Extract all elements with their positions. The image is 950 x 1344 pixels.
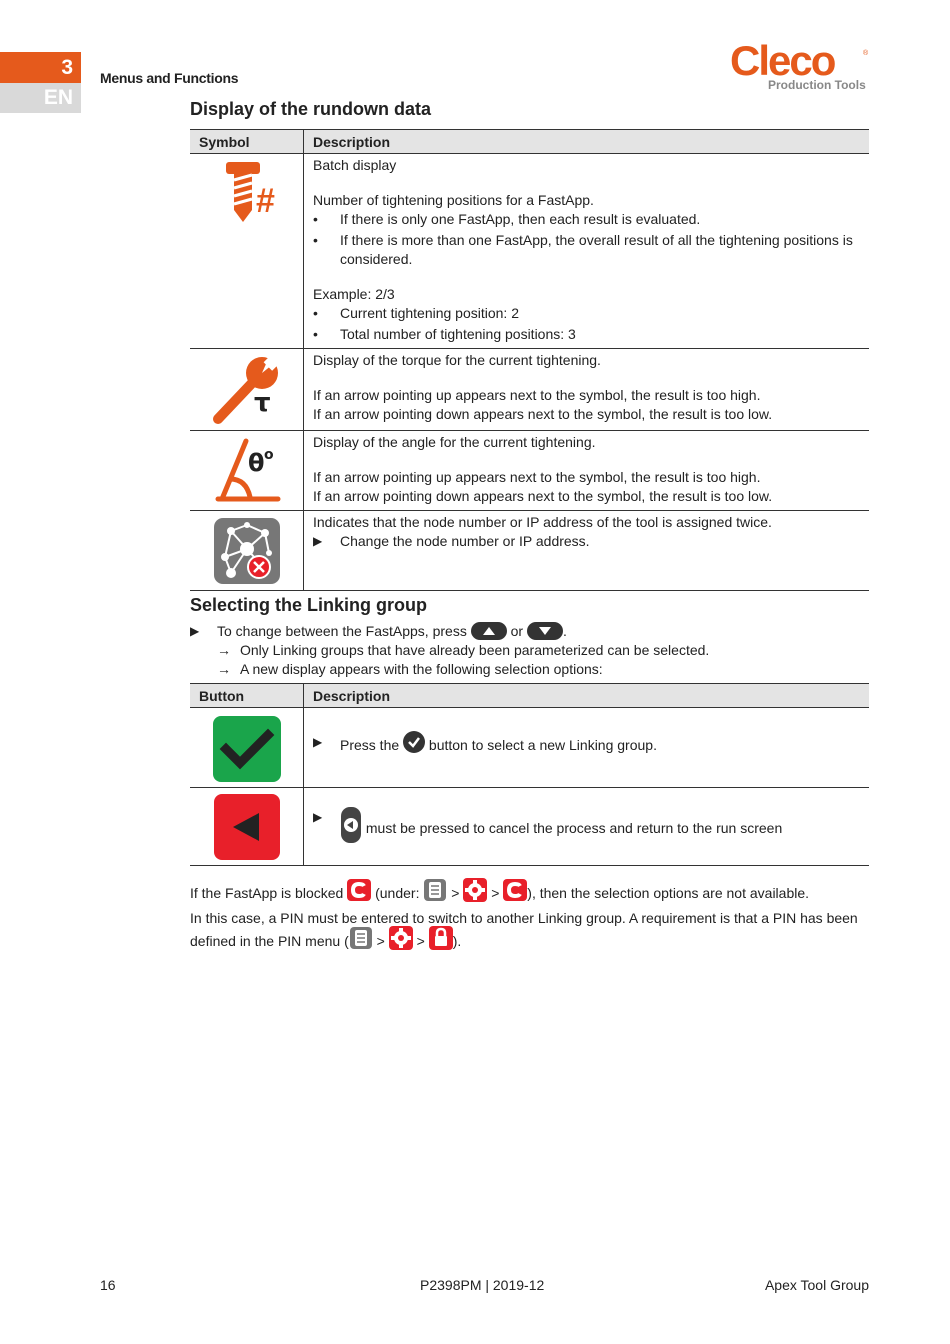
action-step [313, 733, 860, 760]
footer-page-number: 16 [100, 1277, 116, 1293]
angle-icon [212, 435, 282, 505]
section-title-linking: Selecting the Linking group [190, 595, 428, 615]
row-line: If an arrow pointing down appears next to the symbol, the result is too low. [313, 406, 773, 422]
result-text: A new display appears with the following selection options: [240, 661, 603, 678]
blocked-note [190, 880, 858, 957]
table-row [190, 708, 869, 788]
triangle-bullet-icon: ▶ [313, 735, 323, 749]
table-row [190, 154, 869, 349]
description-cell [304, 349, 870, 431]
row-title: Display of the torque for the current tightening. [313, 352, 601, 368]
note-line: In this case, a PIN must be entered to switch to another Linking group. A requirement is that a PIN has been [190, 910, 858, 926]
chapter-number: 3 [0, 52, 81, 83]
triangle-bullet-icon: ▶ [190, 624, 200, 638]
svg-text:o: o [263, 447, 274, 463]
example-text: Example: 2/3 [313, 286, 395, 302]
note-text: (under: [375, 885, 420, 902]
description-cell [304, 154, 870, 349]
row-line: If an arrow pointing down appears next to the symbol, the result is too low. [313, 488, 773, 504]
step-end: . [562, 623, 567, 639]
section-title-rundown: Display of the rundown data [190, 99, 432, 119]
table-row [190, 511, 869, 591]
col-symbol: Symbol [190, 130, 304, 154]
section-header: Menus and Functions [100, 70, 239, 86]
col-description: Description [304, 130, 870, 154]
pin-lock-icon [429, 926, 453, 955]
description-cell [304, 788, 870, 866]
logo-registered: ® [863, 50, 869, 57]
description-cell [304, 431, 870, 511]
logo-wordmark: Cleco [730, 37, 835, 84]
note-text: defined in the PIN menu ( [190, 933, 349, 950]
symbol-cell [190, 154, 304, 349]
separator: > [376, 933, 385, 950]
note-line [190, 880, 858, 909]
result-arrow-icon: → [217, 661, 231, 678]
arrow-up-button-icon [471, 622, 507, 640]
torque-wrench-icon [210, 353, 284, 425]
row-title: Batch display [313, 157, 397, 173]
footer-doc-id: P2398PM | 2019-12 [420, 1277, 545, 1293]
separator: > [416, 933, 425, 950]
footer-company: Apex Tool Group [764, 1277, 869, 1293]
settings-gear-icon [463, 878, 487, 907]
description-cell [304, 511, 870, 591]
row-post: button to select a new Linking group. [428, 737, 657, 754]
linking-steps [190, 622, 709, 679]
button-cell [190, 788, 304, 866]
table-row [190, 788, 869, 866]
network-error-icon [213, 517, 281, 585]
row-text: must be pressed to cancel the process and return to the run screen [365, 820, 783, 837]
bullet-item: • Total number of tightening positions: 3 [313, 325, 860, 344]
button-table [190, 683, 869, 866]
triangle-bullet-icon: ▶ [313, 810, 323, 824]
table-row [190, 349, 869, 431]
step-item [190, 622, 709, 641]
note-text: ). [452, 933, 462, 950]
result-item [190, 660, 709, 679]
back-key-icon [340, 806, 362, 849]
result-item [190, 641, 709, 660]
row-title: Indicates that the node number or IP address of the tool is assigned twice. [313, 514, 772, 530]
svg-text:θ: θ [247, 449, 264, 477]
table-row [190, 431, 869, 511]
separator: > [451, 885, 460, 902]
fastapp-c-icon [503, 879, 527, 906]
bullet-item: • Current tightening position: 2 [313, 304, 860, 323]
note-text: ), then the selection options are not available. [527, 885, 810, 902]
step-or: or [510, 623, 524, 639]
rundown-table [190, 129, 869, 591]
col-button: Button [190, 684, 304, 708]
menu-list-icon [423, 878, 447, 907]
fastapp-c-icon [347, 879, 371, 906]
cleco-logo [730, 37, 870, 92]
action-step [313, 532, 860, 551]
chapter-language: EN [0, 83, 81, 113]
action-step [313, 808, 860, 851]
note-line [190, 928, 858, 957]
button-cell [190, 708, 304, 788]
arrow-down-button-icon [527, 622, 563, 640]
bullet-item: • If there is more than one FastApp, the overall result of all the tightening positions is considered. [313, 231, 860, 269]
row-pre: Press the [340, 737, 400, 754]
batch-screw-icon [212, 160, 282, 230]
back-button-icon [214, 794, 280, 860]
row-line: If an arrow pointing up appears next to the symbol, the result is too high. [313, 469, 761, 485]
symbol-cell [190, 511, 304, 591]
result-text: Only Linking groups that have already been parameterized can be selected. [240, 642, 710, 659]
check-circle-icon [403, 731, 425, 758]
svg-text:τ: τ [253, 388, 271, 418]
row-title: Display of the angle for the current tightening. [313, 434, 596, 450]
step-text: To change between the FastApps, press [217, 623, 467, 639]
row-line: If an arrow pointing up appears next to the symbol, the result is too high. [313, 387, 761, 403]
col-description: Description [304, 684, 870, 708]
separator: > [491, 885, 500, 902]
menu-list-icon [349, 926, 373, 955]
logo-subtitle: Production Tools [768, 78, 866, 92]
settings-gear-icon [389, 926, 413, 955]
note-text: If the FastApp is blocked [190, 885, 344, 902]
bullet-item: • If there is only one FastApp, then each result is evaluated. [313, 210, 860, 229]
result-arrow-icon: → [217, 642, 231, 659]
checkmark-button-icon [213, 716, 281, 782]
row-intro: Number of tightening positions for a FastApp. [313, 192, 594, 208]
description-cell [304, 708, 870, 788]
action-text: Change the node number or IP address. [340, 533, 590, 549]
svg-text:#: # [255, 182, 275, 220]
triangle-bullet-icon: ▶ [313, 534, 323, 548]
symbol-cell [190, 431, 304, 511]
symbol-cell [190, 349, 304, 431]
